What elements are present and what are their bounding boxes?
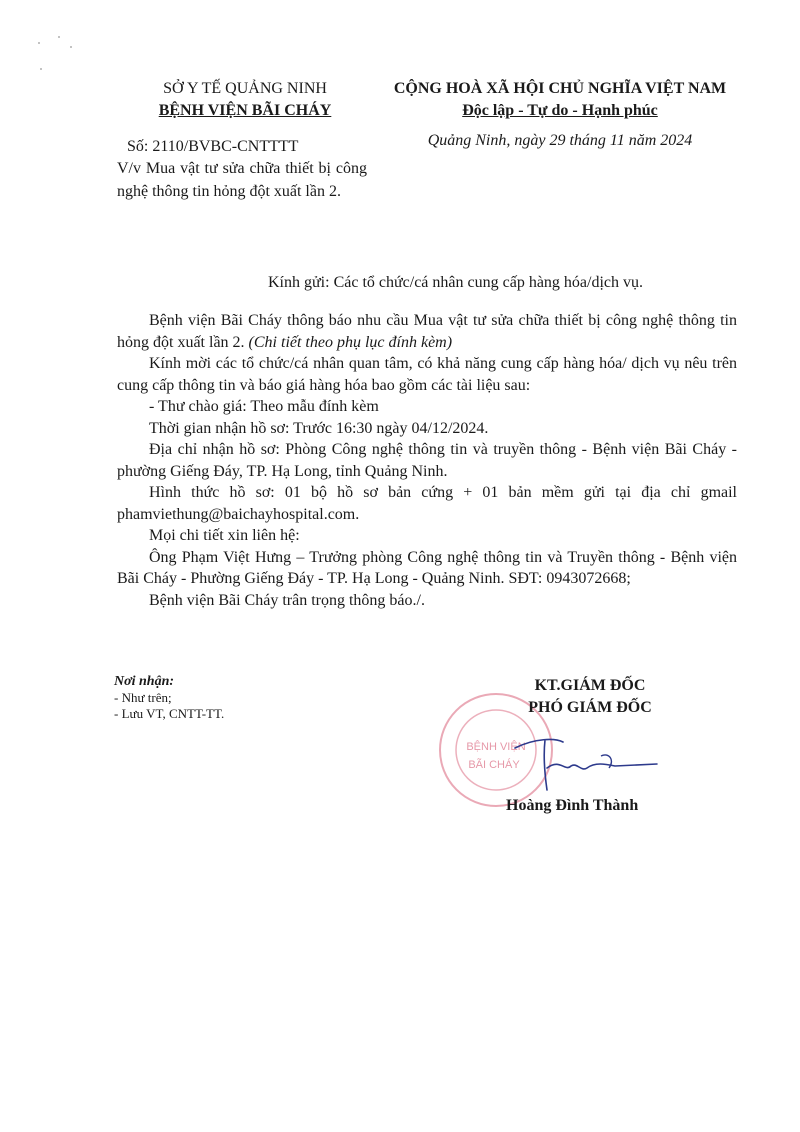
signer-name: Hoàng Đình Thành — [506, 797, 639, 814]
paragraph-text: Bệnh viện Bãi Cháy thông báo nhu cầu Mua vật tư sửa chữa thiết bị công nghệ thông tin hỏng đột xuất lần 2. — [117, 312, 737, 351]
department-name: SỞ Y TẾ QUẢNG NINH — [163, 80, 327, 97]
paragraph-invitation: Kính mời các tổ chức/cá nhân quan tâm, có khả năng cung cấp hàng hóa/ dịch vụ nêu trên cung cấp thông tin và báo giá hàng hóa bao gồm các tài liệu sau: — [117, 355, 737, 394]
country-name: CỘNG HOÀ XÃ HỘI CHỦ NGHĨA VIỆT NAM — [393, 80, 727, 97]
scan-speck — [40, 68, 42, 70]
signature-title: KT.GIÁM ĐỐC — [534, 677, 646, 694]
national-motto: Độc lập - Tự do - Hạnh phúc — [462, 102, 658, 119]
scan-speck — [58, 36, 60, 38]
paragraph-contact-intro: Mọi chi tiết xin liên hệ: — [149, 527, 300, 544]
greeting: Kính gửi: Các tổ chức/cá nhân cung cấp hàng hóa/dịch vụ. — [268, 274, 644, 291]
paragraph-contact: Ông Phạm Việt Hưng – Trưởng phòng Công nghệ thông tin và Truyền thông - Bệnh viện Bãi Cháy - Phường Giếng Đáy - TP. Hạ Long - Quảng Ninh. SĐT: 0943072668; — [117, 548, 737, 587]
document-date: Quảng Ninh, ngày 29 tháng 11 năm 2024 — [427, 132, 693, 149]
scan-speck — [38, 42, 40, 44]
document-body — [117, 310, 737, 611]
national-header — [370, 78, 750, 122]
stamp-text-1: BỆNH VIỆN — [466, 741, 526, 753]
paragraph-address: Địa chỉ nhận hồ sơ: Phòng Công nghệ thông tin và truyền thông - Bệnh viện Bãi Cháy - phường Giếng Đáy, TP. Hạ Long, tỉnh Quảng Ninh. — [117, 441, 737, 480]
issuer-header — [120, 78, 370, 122]
paragraph-bullet: - Thư chào giá: Theo mẫu đính kèm — [149, 398, 379, 415]
recipients-block — [114, 674, 224, 722]
paragraph-format: Hình thức hồ sơ: 01 bộ hồ sơ bản cứng + 01 bản mềm gửi tại địa chỉ gmail phamviethung@baichayhospital.com. — [117, 484, 737, 523]
document-number: Số: 2110/BVBC-CNTTTT — [127, 138, 299, 155]
hospital-name: BỆNH VIỆN BÃI CHÁY — [158, 102, 332, 119]
scan-speck — [70, 46, 72, 48]
paragraph-deadline: Thời gian nhận hồ sơ: Trước 16:30 ngày 04/12/2024. — [149, 419, 489, 437]
paragraph-italic-note: (Chi tiết theo phụ lục đính kèm) — [248, 333, 453, 351]
paragraph-closing: Bệnh viện Bãi Cháy trân trọng thông báo./. — [149, 591, 425, 609]
paragraph-notice — [117, 310, 737, 353]
recipient-item: - Lưu VT, CNTT-TT. — [114, 706, 225, 721]
recipients-title: Nơi nhận: — [114, 674, 175, 689]
handwritten-signature — [505, 728, 665, 798]
signature-role: PHÓ GIÁM ĐỐC — [528, 699, 652, 716]
stamp-text-2: BÃI CHÁY — [468, 759, 520, 771]
signature-block — [470, 675, 710, 719]
document-subject: V/v Mua vật tư sửa chữa thiết bị công nghệ thông tin hỏng đột xuất lần 2. — [117, 160, 367, 200]
recipient-item: - Như trên; — [114, 690, 172, 705]
